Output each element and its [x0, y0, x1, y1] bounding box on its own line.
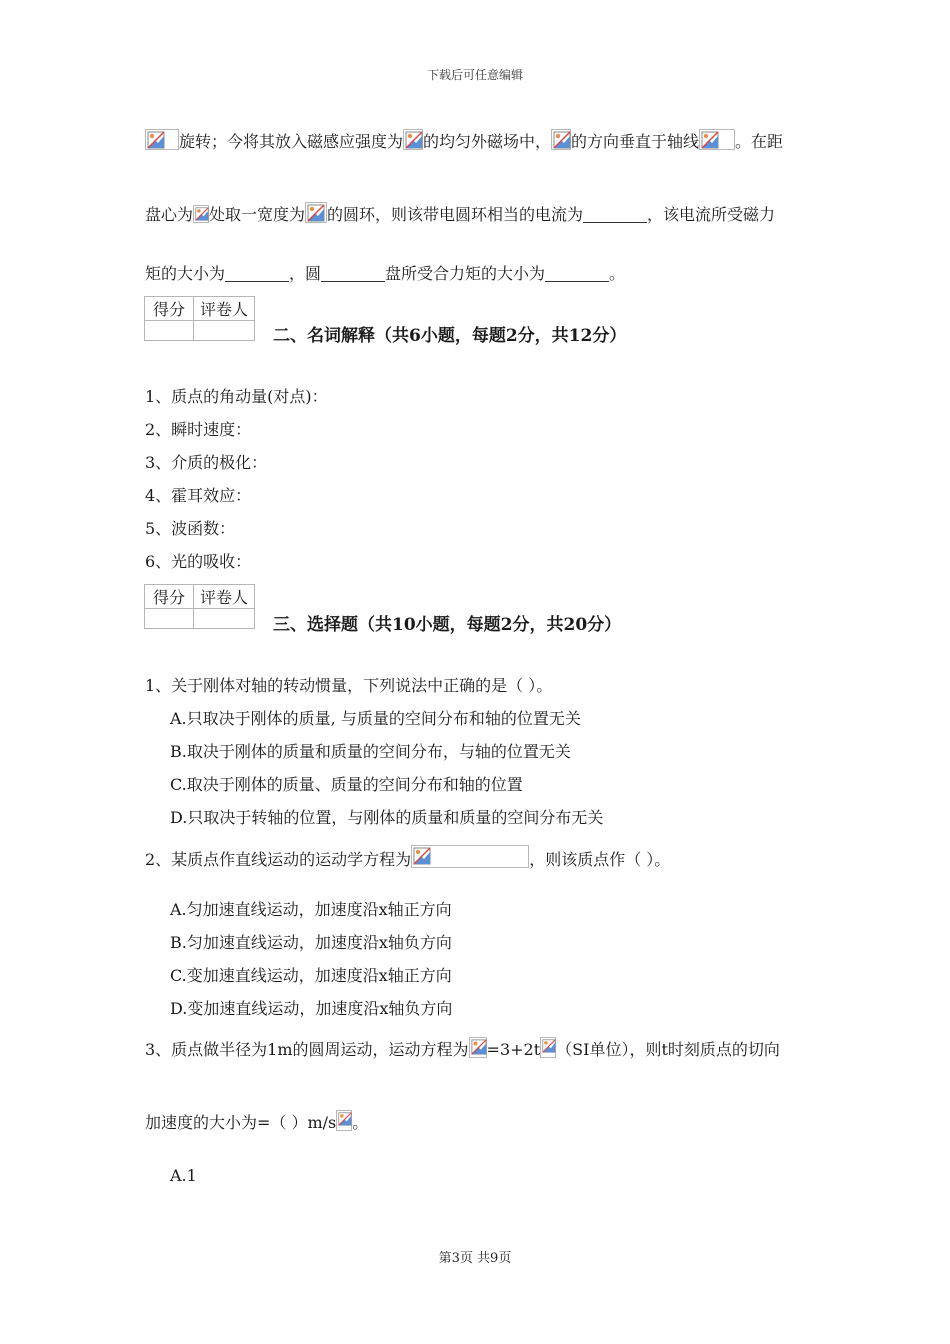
fill-in-blank	[225, 265, 289, 282]
score-cell	[145, 321, 194, 341]
grader-cell	[194, 321, 255, 341]
question-stem-continued: 加速度的大小为=（ ）m/s 。	[145, 1110, 368, 1135]
score-box	[144, 584, 255, 629]
broken-image-icon	[193, 205, 209, 223]
fill-in-blank	[321, 265, 385, 282]
intro-line-2: 盘心为 处取一宽度为 的圆环，则该带电圆环相当的电流为 ，该电流所受磁力	[145, 202, 775, 227]
broken-image-icon	[305, 202, 327, 223]
list-item: 6、光的吸收：	[145, 552, 252, 571]
section-title: 二、名词解释（共6小题，每题2分，共12分）	[273, 326, 627, 346]
fill-in-blank	[545, 265, 609, 282]
broken-image-icon	[336, 1110, 352, 1131]
broken-image-icon	[540, 1037, 556, 1058]
broken-image-icon	[551, 129, 571, 150]
question-stem: 2、某质点作直线运动的运动学方程为 ，则该质点作（ ）。	[145, 845, 670, 872]
answer-option: A.1	[170, 1166, 197, 1185]
answer-option: C.取决于刚体的质量、质量的空间分布和轴的位置	[170, 775, 523, 794]
broken-image-icon	[469, 1037, 487, 1058]
list-item: 4、霍耳效应：	[145, 486, 252, 505]
question-stem: 1、关于刚体对轴的转动惯量，下列说法中正确的是（ ）。	[145, 676, 553, 695]
broken-image-icon	[411, 845, 529, 868]
answer-option: D.变加速直线运动，加速度沿x轴负方向	[170, 999, 453, 1018]
answer-option: B.取决于刚体的质量和质量的空间分布，与轴的位置无关	[170, 742, 571, 761]
answer-option: D.只取决于转轴的位置，与刚体的质量和质量的空间分布无关	[170, 808, 604, 827]
answer-option: B.匀加速直线运动，加速度沿x轴负方向	[170, 933, 452, 952]
grader-label: 评卷人	[194, 585, 255, 609]
broken-image-icon	[699, 129, 735, 150]
score-label: 得分	[145, 297, 194, 321]
answer-option: A.匀加速直线运动，加速度沿x轴正方向	[170, 900, 452, 919]
answer-option: C.变加速直线运动，加速度沿x轴正方向	[170, 966, 452, 985]
broken-image-icon	[403, 129, 423, 150]
fill-in-blank	[583, 206, 647, 223]
score-box	[144, 296, 255, 341]
list-item: 2、瞬时速度：	[145, 420, 252, 439]
grader-cell	[194, 609, 255, 629]
score-label: 得分	[145, 585, 194, 609]
section-title: 三、选择题（共10小题，每题2分，共20分）	[273, 615, 622, 635]
list-item: 5、波函数：	[145, 519, 236, 538]
intro-line-3: 矩的大小为 ，圆 盘所受合力矩的大小为 。	[145, 264, 626, 283]
answer-option: A.只取决于刚体的质量, 与质量的空间分布和轴的位置无关	[170, 709, 581, 728]
grader-label: 评卷人	[194, 297, 255, 321]
score-cell	[145, 609, 194, 629]
broken-image-icon	[145, 129, 179, 150]
question-stem: 3、质点做半径为1m的圆周运动，运动方程为 =3+2t （SI单位），则t时刻质点的切向	[145, 1037, 780, 1062]
list-item: 3、介质的极化：	[145, 453, 268, 472]
page-footer: 第3页 共9页	[438, 1251, 512, 1266]
intro-line-1: 旋转；今将其放入磁感应强度为 的均匀外磁场中， 的方向垂直于轴线 。在距	[145, 129, 783, 154]
page-header: 下载后可任意编辑	[426, 68, 523, 82]
list-item: 1、质点的角动量(对点)：	[145, 387, 328, 406]
